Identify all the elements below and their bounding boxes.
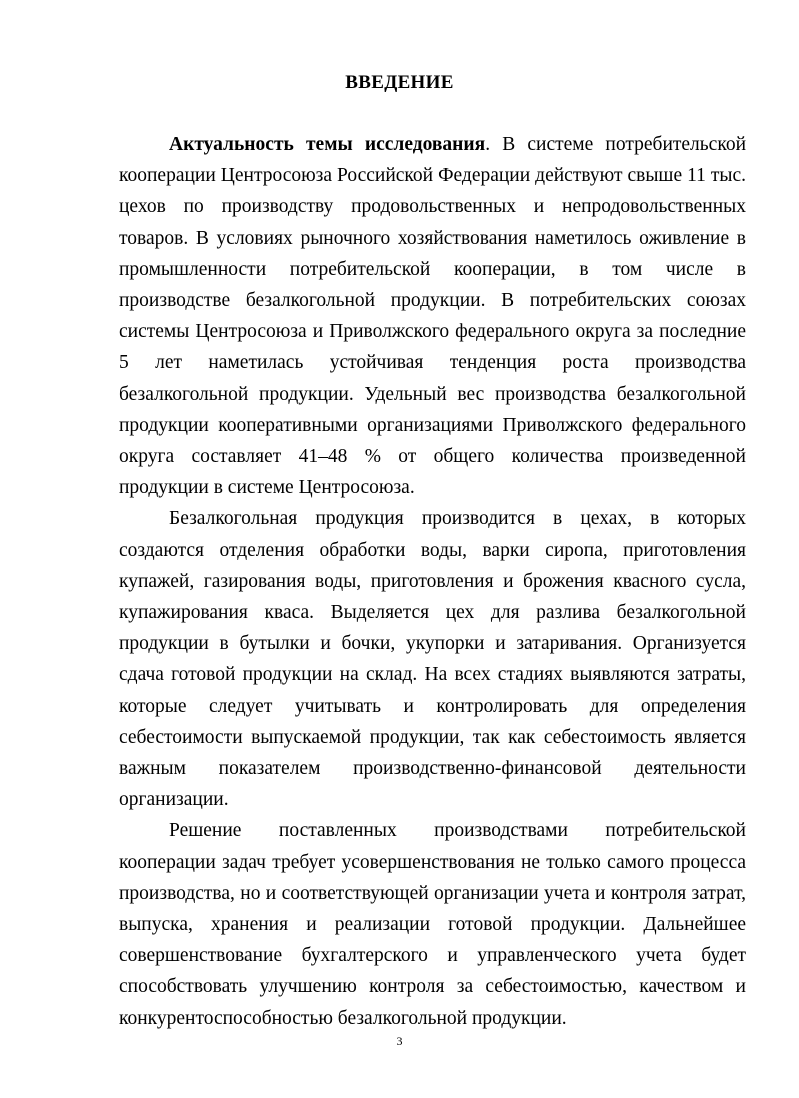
body-text bbox=[119, 129, 746, 1034]
paragraph-relevance bbox=[119, 129, 746, 503]
page-number: 3 bbox=[396, 1034, 403, 1048]
paragraph-accounting: Решение поставленных производствами потребительской кооперации задач требует усовершенствования не только самого процесса производства, но и соответствующей организации учета и контроля затрат, выпуска, хранения и реализации готовой продукции. Дальнейшее совершенствование бухгалтерского и управленческого учета будет способствовать улучшению контроля за себестоимостью, качеством и конкурентоспособностью безалкогольной продукции. bbox=[119, 820, 746, 1029]
page-title: ВВЕДЕНИЕ bbox=[345, 72, 454, 93]
paragraph-text: . В системе потребительской кооперации Центросоюза Российской Федерации действуют свыше 11 тыс. цехов по производству продовольственных и непродовольственных товаров. В условиях рыночного хозяйствования наметилось оживление в промышленности потребительской кооперации, в том числе в производстве безалкогольной продукции. В потребительских союзах системы Центросоюза и Приволжского федерального округа за последние 5 лет наметилась устойчивая тенденция роста производства безалкогольной продукции. Удельный вес производства безалкогольной продукции кооперативными организациями Приволжского федерального округа составляет 41–48 % от общего количества произведенной продукции в системе Центросоюза. bbox=[119, 134, 747, 499]
paragraph-lead-heading: Актуальность темы исследования bbox=[169, 134, 486, 155]
paragraph-production: Безалкогольная продукция производится в цехах, в которых создаются отделения обработки воды, варки сиропа, приготовления купажей, газирования воды, приготовления и брожения квасного сусла, купажирования кваса. Выделяется цех для разлива безалкогольной продукции в бутылки и бочки, укупорки и затаривания. Организуется сдача готовой продукции на склад. На всех стадиях выявляются затраты, которые следует учитывать и контролировать для определения себестоимости выпускаемой продукции, так как себестоимость является важным показателем производственно-финансовой деятельности организации. bbox=[119, 508, 746, 811]
